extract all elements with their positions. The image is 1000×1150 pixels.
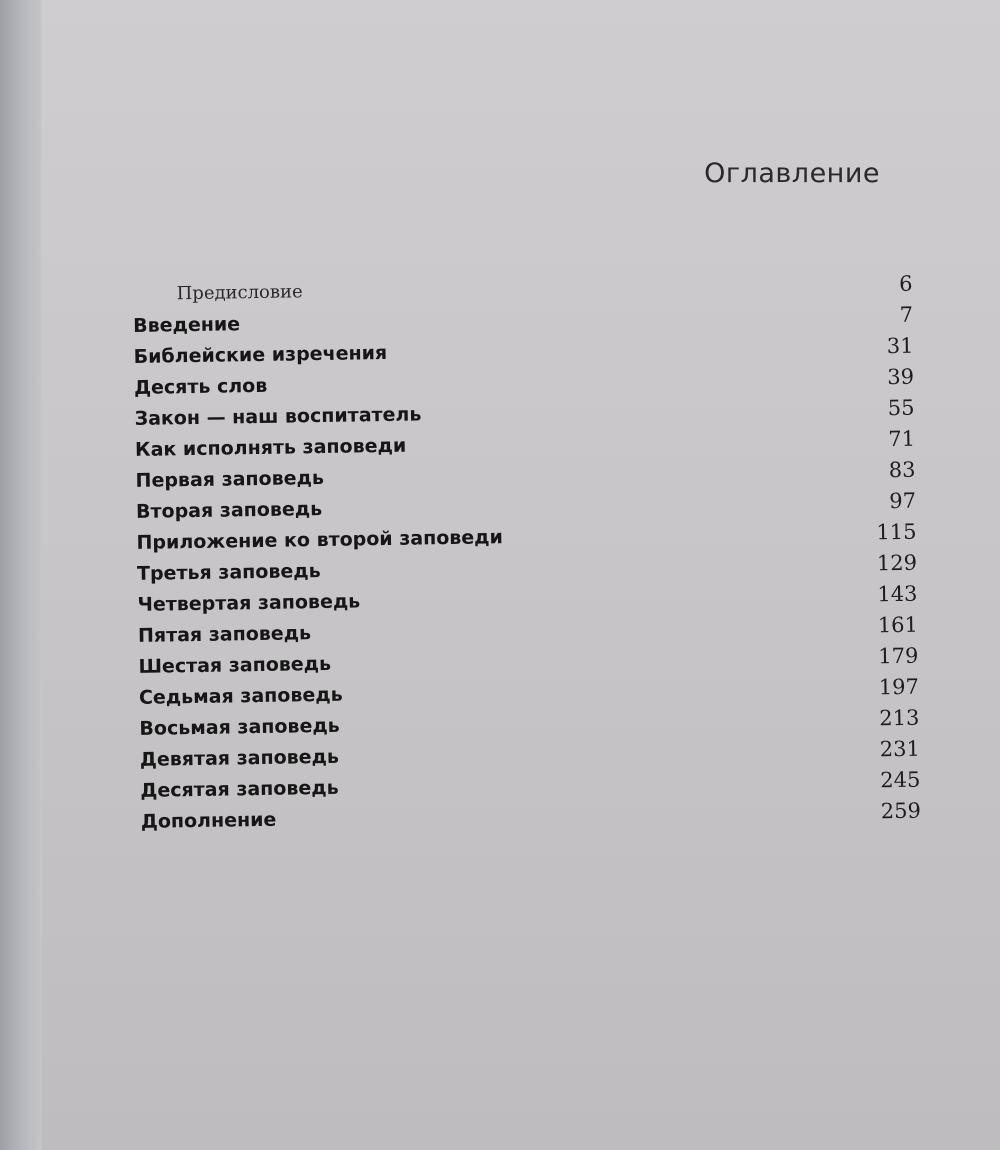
- toc-entry-page: 71: [888, 426, 916, 452]
- toc-entry-page: 6: [899, 271, 913, 296]
- toc-entry-page: 213: [879, 705, 920, 731]
- toc-entry-page: 245: [880, 767, 921, 793]
- toc-entry-title: Пятая заповедь: [137, 622, 312, 647]
- toc-entry-page: 31: [886, 333, 914, 359]
- toc-entry-title: Шестая заповедь: [138, 652, 332, 678]
- toc-entry-title: Седьмая заповедь: [138, 683, 343, 709]
- toc-entry-page: 39: [887, 364, 915, 390]
- toc-entry-page: 55: [887, 395, 915, 421]
- toc-entry-page: 83: [888, 457, 916, 483]
- toc-entry-title: Дополнение: [140, 808, 277, 833]
- toc-entry-title: Приложение ко второй заповеди: [136, 526, 504, 554]
- toc-entry-title: Введение: [132, 313, 241, 337]
- toc-entry-page: 179: [878, 643, 919, 669]
- toc-entry-page: 129: [876, 550, 918, 576]
- toc-entry-title: Библейские изречения: [133, 341, 388, 368]
- toc-entry-page: 143: [877, 581, 918, 607]
- toc-entry-title: Предисловие: [176, 281, 303, 305]
- toc-entry-page: 7: [899, 302, 914, 327]
- toc-entry-page: 197: [878, 674, 920, 700]
- toc-entry-title: Восьмая заповедь: [139, 714, 340, 740]
- page-title: Оглавление: [704, 158, 880, 189]
- toc-entry-title: Десятая заповедь: [140, 776, 339, 802]
- toc-entry-title: Десять слов: [133, 374, 268, 399]
- toc-entry-page: 231: [879, 736, 921, 762]
- toc-entry-title: Девятая заповедь: [139, 745, 340, 771]
- toc-entry-page: 259: [880, 798, 922, 824]
- toc-entry-page: 115: [876, 519, 917, 545]
- toc-entry-title: Вторая заповедь: [135, 498, 323, 523]
- toc-entry-title: Как исполнять заповеди: [134, 434, 407, 461]
- toc-entry-page: 161: [877, 612, 919, 638]
- toc-entry-title: Закон — наш воспитатель: [134, 403, 422, 430]
- toc-entry-title: Третья заповедь: [136, 560, 321, 585]
- toc-entry-title: Четвертая заповедь: [137, 590, 361, 616]
- toc-entry-title: Первая заповедь: [135, 466, 325, 492]
- toc-entry-page: 97: [889, 488, 917, 514]
